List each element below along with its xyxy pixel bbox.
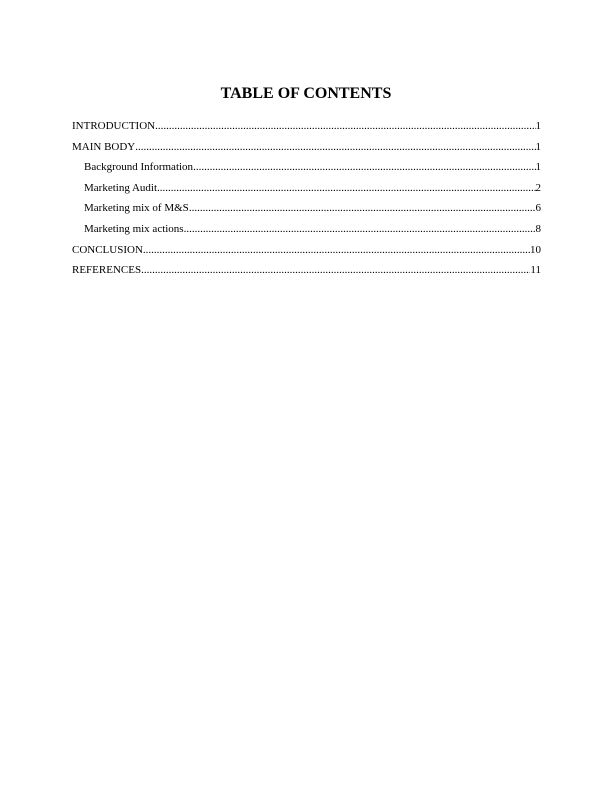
toc-entry-page: 8 [535, 222, 541, 235]
toc-entry-label: INTRODUCTION [72, 120, 156, 132]
toc-entry-page: 1 [535, 161, 541, 174]
toc-entry-label: MAIN BODY [72, 140, 136, 153]
toc-entry-page: 6 [535, 202, 541, 215]
toc-dot-leader [143, 240, 530, 261]
toc-entry-conclusion[interactable] [72, 240, 541, 261]
toc-dot-leader [155, 116, 535, 137]
toc-entry-page: 11 [530, 264, 541, 277]
toc-entry-marketing-mix-actions[interactable] [72, 219, 541, 240]
toc-entry-label: Marketing Audit [84, 181, 158, 194]
toc-dot-leader [189, 198, 536, 219]
toc-dot-leader [157, 178, 535, 199]
toc-entry-label: Marketing mix actions [84, 222, 184, 235]
toc-entry-marketing-mix[interactable] [72, 198, 541, 219]
toc-dot-leader [135, 137, 535, 158]
toc-dot-leader [193, 157, 535, 178]
toc-entry-label: REFERENCES [72, 264, 142, 277]
toc-entry-marketing-audit[interactable] [72, 178, 541, 199]
toc-entry-page: 1 [535, 120, 541, 132]
toc-entry-label: CONCLUSION [72, 243, 143, 256]
toc-dot-leader [141, 260, 530, 281]
toc-entry-background-information[interactable] [72, 157, 541, 178]
toc-entry-page: 2 [535, 181, 541, 194]
toc-entry-label: Marketing mix of M&S [84, 202, 189, 215]
toc-entry-label: Background Information [84, 161, 194, 174]
toc-dot-leader [184, 219, 536, 240]
toc-list [72, 116, 541, 281]
toc-entry-page: 1 [535, 140, 541, 153]
toc-entry-introduction[interactable] [72, 116, 541, 137]
toc-entry-references[interactable] [72, 260, 541, 281]
toc-entry-page: 10 [530, 243, 541, 256]
toc-entry-main-body[interactable] [72, 137, 541, 158]
toc-title: TABLE OF CONTENTS [220, 85, 392, 102]
